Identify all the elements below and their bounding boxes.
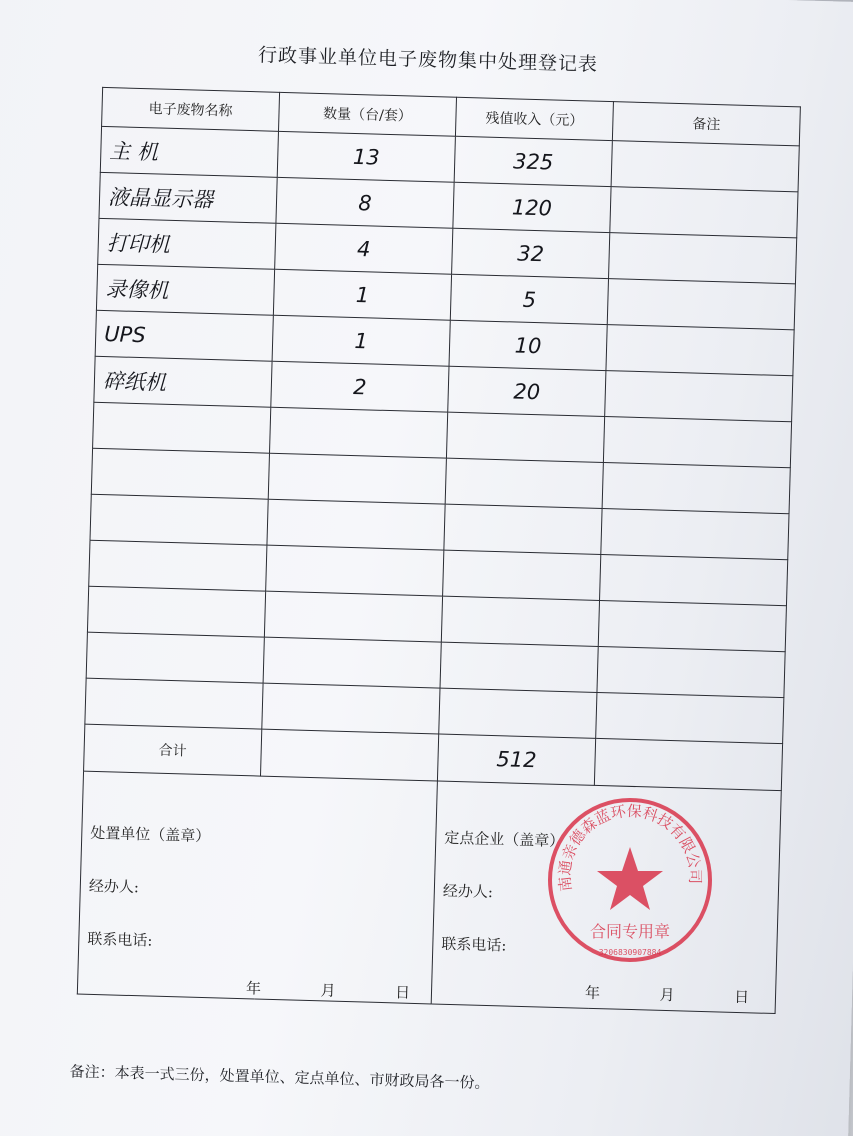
row-note: [610, 187, 798, 238]
disposal-year-label: 年: [245, 979, 262, 998]
enterprise-month-label: 月: [659, 985, 675, 1005]
header-name: 电子废物名称: [102, 87, 280, 131]
row-note: [606, 325, 794, 376]
row-quantity: 13: [352, 144, 381, 170]
row-value: 325: [512, 148, 554, 175]
row-quantity: 4: [356, 236, 371, 261]
row-note: [609, 233, 797, 284]
enterprise-handler-label: 经办人:: [442, 881, 494, 902]
row-note: [605, 371, 793, 422]
enterprise-year-label: 年: [584, 983, 601, 1003]
header-value: 残值收入（元）: [455, 97, 613, 140]
row-quantity: 1: [355, 282, 370, 307]
header-note: 备注: [612, 102, 800, 146]
row-value: 10: [514, 333, 542, 358]
row-value: 120: [511, 194, 553, 220]
row-name: 打印机: [106, 230, 171, 257]
row-name: 液晶显示器: [107, 184, 214, 212]
row-note: [611, 141, 799, 192]
disposal-day-label: 日: [394, 983, 411, 1002]
row-value: 32: [516, 241, 545, 266]
seal-company-text: 南通亲德森蓝环保科技有限公司: [555, 801, 705, 893]
disposal-unit-section: [77, 771, 437, 1004]
total-label: 合计: [84, 724, 262, 776]
row-name: UPS: [103, 321, 146, 347]
row-quantity: 1: [354, 328, 369, 353]
row-name: 主 机: [109, 138, 159, 164]
row-quantity: 2: [352, 374, 367, 399]
row-note: [607, 279, 795, 330]
row-value: 20: [513, 378, 541, 404]
seal-label: 合同专用章: [589, 922, 671, 941]
enterprise-day-label: 日: [733, 987, 750, 1007]
form-title: 行政事业单位电子废物集中处理登记表: [257, 44, 599, 76]
header-quantity: 数量（台/套）: [278, 92, 456, 136]
company-seal: [545, 795, 715, 965]
disposal-phone-label: 联系电话:: [87, 929, 153, 950]
row-name: 碎纸机: [102, 368, 167, 395]
row-quantity: 8: [358, 190, 373, 215]
row-name: 录像机: [105, 276, 169, 303]
disposal-month-label: 月: [320, 981, 336, 1000]
enterprise-unit-label: 定点企业（盖章）: [444, 828, 565, 851]
row-value: 5: [522, 287, 537, 312]
footer-note: 备注：本表一式三份，处置单位、定点单位、市财政局各一份。: [69, 1062, 490, 1093]
disposal-unit-label: 处置单位（盖章）: [90, 823, 211, 846]
total-value: 512: [496, 747, 537, 773]
seal-star-icon: [597, 847, 663, 910]
seal-code: 3206830907884: [598, 948, 662, 957]
disposal-handler-label: 经办人:: [88, 876, 140, 897]
enterprise-phone-label: 联系电话:: [441, 934, 507, 955]
